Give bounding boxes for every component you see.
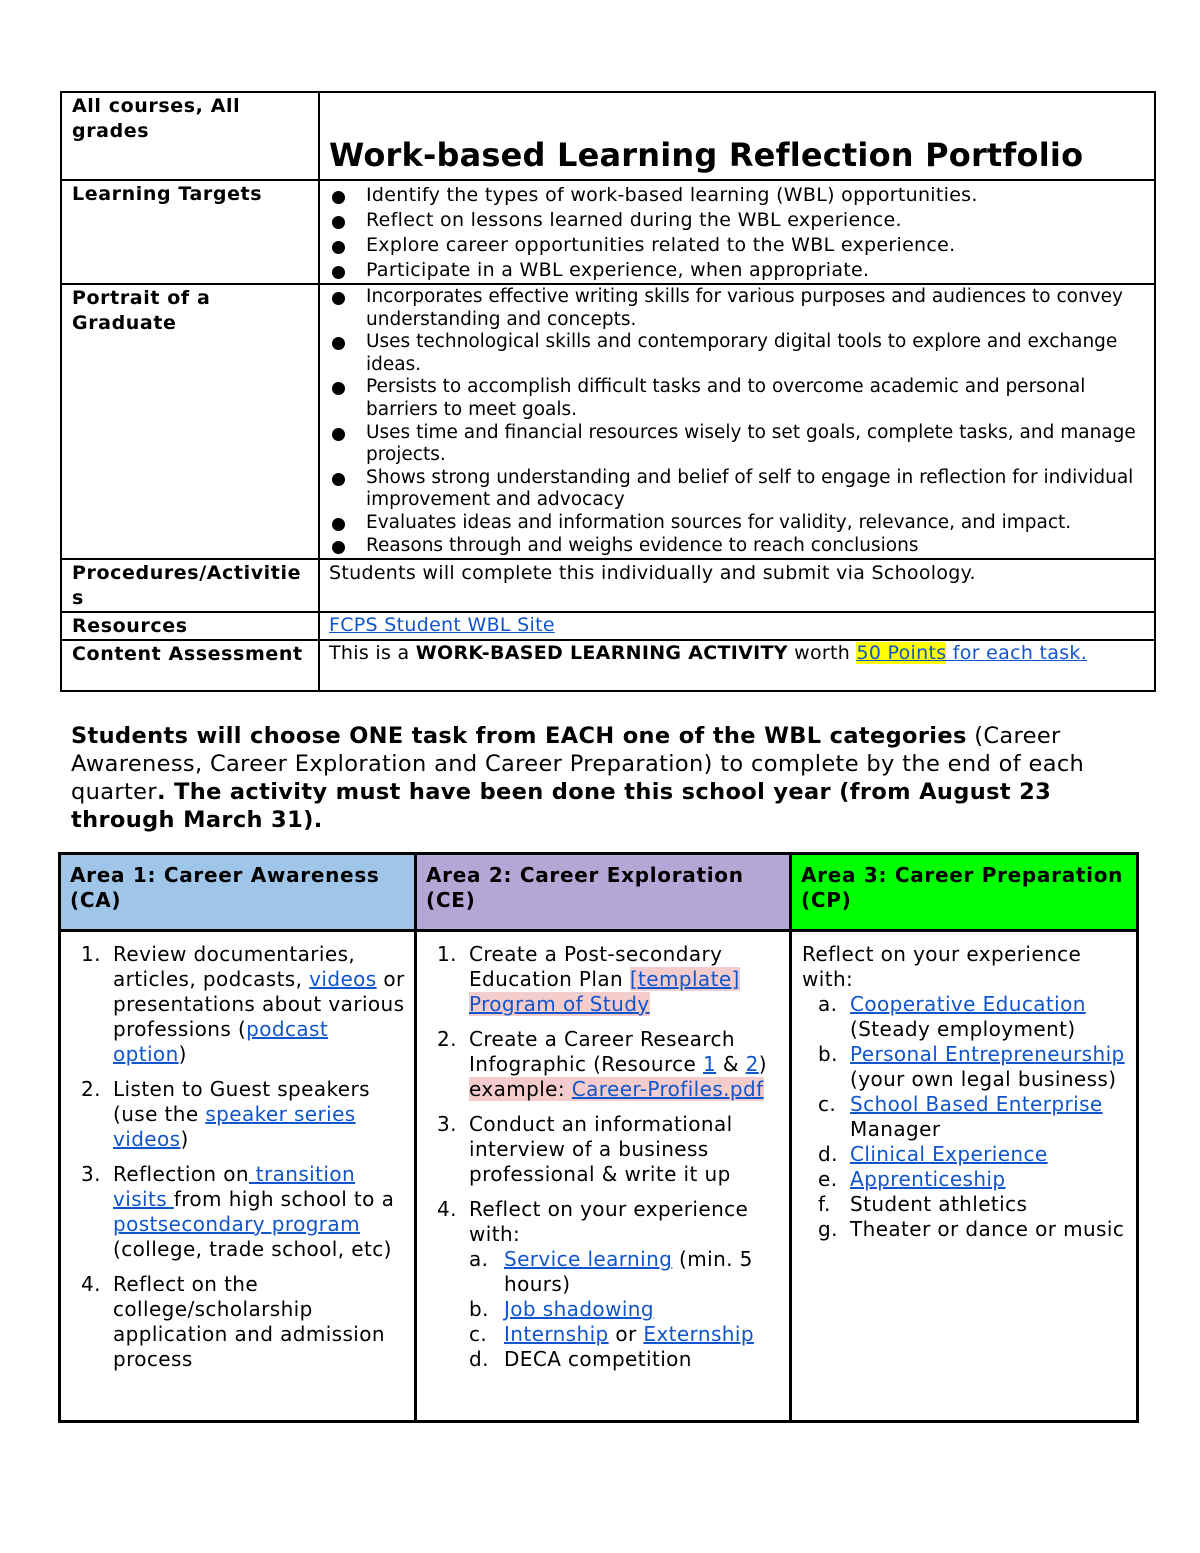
list-item: Incorporates effective writing skills for various purposes and audiences to convey understanding and concepts.: [329, 286, 1146, 331]
list-item: b. Personal Entrepreneurship (your own legal business): [818, 1042, 1125, 1091]
list-item: c. Internship or Externship: [469, 1322, 754, 1346]
assessment-activity: WORK-BASED LEARNING ACTIVITY: [415, 642, 788, 664]
learning-targets-label: Learning Targets: [61, 180, 319, 284]
area-career-preparation-header: Area 3: Career Preparation (CP): [791, 854, 1138, 931]
list-item: 3. Conduct an informational interview of a business professional & write it up: [437, 1112, 733, 1186]
portrait-label: Portrait of a Graduate: [61, 284, 319, 559]
career-preparation-intro: Reflect on your experience with:: [802, 942, 1082, 991]
career-awareness-cell: [60, 931, 416, 1422]
list-item: Evaluates ideas and information sources for validity, relevance, and impact.: [329, 512, 1146, 535]
template-link[interactable]: [template]: [629, 967, 740, 991]
learning-targets-list: [329, 183, 1146, 283]
lesson-info-table: [60, 91, 1156, 692]
list-item: 1. Create a Post-secondary Education Plan [template] Program of Study: [437, 942, 740, 1016]
list-item: Explore career opportunities related to the WBL experience.: [329, 233, 1146, 258]
assessment-cell: [319, 640, 1155, 691]
example-label: example:: [469, 1077, 572, 1101]
videos-link[interactable]: videos: [309, 967, 377, 991]
assessment-text: This is a: [329, 642, 416, 664]
list-item: 2. Create a Career Research Infographic (Resource 1 & 2) example: Career-Profiles.pdf: [437, 1027, 767, 1101]
list-item: Reasons through and weighs evidence to reach conclusions: [329, 535, 1146, 558]
list-item: 4. Reflect on the college/scholarship application and admission process: [81, 1272, 385, 1371]
apprenticeship-link[interactable]: Apprenticeship: [850, 1167, 1006, 1191]
assessment-label: Content Assessment: [61, 640, 319, 691]
school-based-enterprise-link[interactable]: School Based Enterprise: [850, 1092, 1103, 1116]
list-item: Identify the types of work-based learning (WBL) opportunities.: [329, 183, 1146, 208]
list-item: f. Student athletics: [818, 1192, 1028, 1216]
list-item: 2. Listen to Guest speakers (use the speaker series videos): [81, 1077, 370, 1151]
list-item: 4. Reflect on your experience with: a. Service learning (min. 5 hours) b. Job shadowing c. Internship or Externship d. DECA competition: [423, 1197, 783, 1372]
list-item: e. Apprenticeship: [818, 1167, 1006, 1191]
list-item: 3. Reflection on transition visits from high school to a postsecondary program (college, trade school, etc): [81, 1162, 395, 1261]
portrait-cell: [319, 284, 1155, 559]
list-item: c. School Based Enterprise Manager: [818, 1092, 1103, 1141]
list-item: Persists to accomplish difficult tasks and to overcome academic and personal barriers to meet goals.: [329, 376, 1146, 421]
career-awareness-list: [67, 942, 408, 1372]
area-career-awareness-header: Area 1: Career Awareness (CA): [60, 854, 416, 931]
resource-2-link[interactable]: 2: [745, 1052, 759, 1076]
list-item: a. Service learning (min. 5 hours): [469, 1247, 753, 1296]
learning-targets-cell: [319, 180, 1155, 284]
resource-1-link[interactable]: 1: [703, 1052, 717, 1076]
externship-link[interactable]: Externship: [643, 1322, 754, 1346]
list-item: d. DECA competition: [469, 1347, 692, 1371]
internship-link[interactable]: Internship: [504, 1322, 609, 1346]
fcps-wbl-site-link[interactable]: FCPS Student WBL Site: [329, 614, 555, 636]
program-of-study-link[interactable]: Program of Study: [469, 992, 650, 1016]
service-learning-link[interactable]: Service learning: [504, 1247, 673, 1271]
points-badge: 50 Points: [856, 642, 947, 664]
procedures-text: Students will complete this individually and submit via Schoology.: [319, 559, 1155, 612]
list-item: 1. Review documentaries, articles, podcasts, videos or presentations about various professions (podcast option): [81, 942, 405, 1066]
resources-label: Resources: [61, 612, 319, 640]
podcast-option-link[interactable]: podcast option: [113, 1017, 329, 1066]
career-preparation-list: [818, 992, 1130, 1242]
list-item: Reflect on lessons learned during the WBL experience.: [329, 208, 1146, 233]
list-item: Shows strong understanding and belief of self to engage in reflection for individual improvement and advocacy: [329, 467, 1146, 512]
career-preparation-cell: [791, 931, 1138, 1422]
courses-label: All courses, All grades: [61, 92, 319, 180]
experience-sublist: [469, 1247, 783, 1372]
list-item: g. Theater or dance or music: [818, 1217, 1125, 1241]
procedures-label: Procedures/Activities: [61, 559, 319, 612]
instructions-bold-1: Students will choose ONE task from EACH one of the WBL categories: [71, 723, 967, 749]
personal-entrepreneurship-link[interactable]: Personal Entrepreneurship: [850, 1042, 1125, 1066]
instructions-paragraph: [71, 722, 1141, 834]
assessment-per-task: for each task.: [946, 642, 1088, 664]
list-item: d. Clinical Experience: [818, 1142, 1048, 1166]
area-career-exploration-header: Area 2: Career Exploration (CE): [416, 854, 791, 931]
job-shadowing-link[interactable]: Job shadowing: [504, 1297, 654, 1321]
postsecondary-program-link[interactable]: postsecondary program: [113, 1212, 360, 1236]
list-item: a. Cooperative Education (Steady employment): [818, 992, 1086, 1041]
clinical-experience-link[interactable]: Clinical Experience: [850, 1142, 1048, 1166]
cooperative-education-link[interactable]: Cooperative Education: [850, 992, 1086, 1016]
career-exploration-list: [423, 942, 783, 1372]
list-item: Uses time and financial resources wisely to set goals, complete tasks, and manage projects.: [329, 422, 1146, 467]
list-item: b. Job shadowing: [469, 1297, 654, 1321]
page-title: Work-based Learning Reflection Portfolio: [329, 136, 1084, 174]
assessment-worth: worth: [787, 642, 857, 664]
portrait-list: [329, 286, 1146, 557]
career-profiles-pdf-link[interactable]: Career-Profiles.pdf: [571, 1077, 764, 1101]
transition-visits-link[interactable]: transition visits: [113, 1162, 356, 1211]
wbl-areas-table: [58, 852, 1139, 1423]
speaker-series-videos-link[interactable]: speaker series videos: [113, 1102, 356, 1151]
career-exploration-cell: [416, 931, 791, 1422]
title-cell: [319, 92, 1155, 180]
instructions-bold-2: . The activity must have been done this school year (from August 23 through March 31).: [71, 779, 1052, 833]
list-item: Uses technological skills and contemporary digital tools to explore and exchange ideas.: [329, 331, 1146, 376]
list-item: Participate in a WBL experience, when appropriate.: [329, 258, 1146, 283]
instructions-text: (Career Awareness, Career Exploration and Career Preparation) to complete by the end of each quarter: [71, 723, 1085, 805]
resources-cell: [319, 612, 1155, 640]
